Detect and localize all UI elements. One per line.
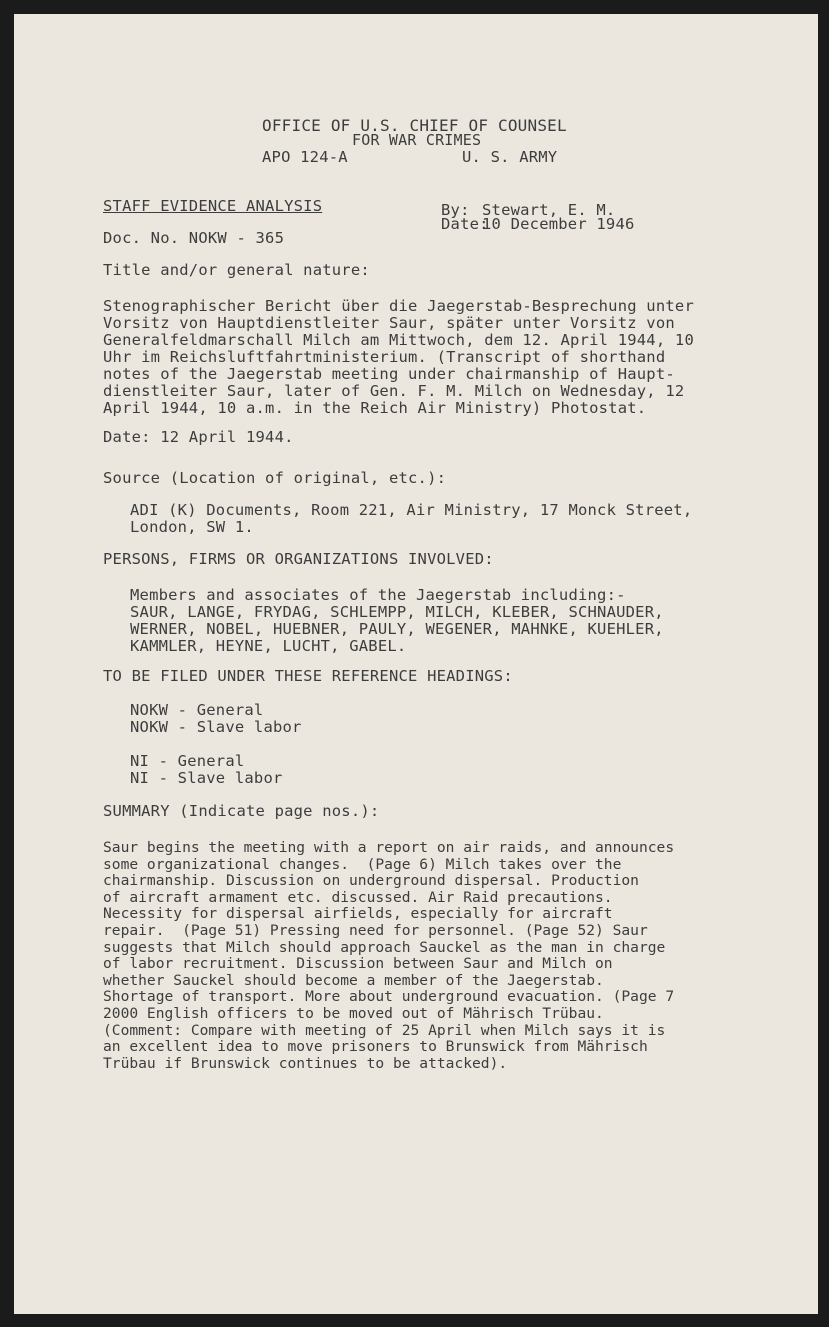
- filed-item: NI - General: [130, 752, 245, 770]
- header-office: OFFICE OF U.S. CHIEF OF COUNSEL: [262, 116, 567, 135]
- date-label: Date:: [441, 215, 489, 233]
- summary-label: SUMMARY (Indicate page nos.):: [103, 802, 380, 820]
- by-label: By:: [441, 201, 470, 219]
- date-line: Date: 12 April 1944.: [103, 428, 294, 446]
- filed-item: NOKW - Slave labor: [130, 718, 302, 736]
- filed-label: TO BE FILED UNDER THESE REFERENCE HEADINGS:: [103, 667, 513, 685]
- doc-number: Doc. No. NOKW - 365: [103, 229, 285, 247]
- persons-body: Members and associates of the Jaegerstab including:- SAUR, LANGE, FRYDAG, SCHLEMPP, MILCH, KLEBER, SCHNAUDER, WERNER, NOBEL, HUEBNER, PAULY, WEGENER, MAHNKE, KUEHLER, KAMMLER, HEYNE, LUCHT, GABEL.: [130, 586, 664, 655]
- title-label: Title and/or general nature:: [103, 261, 370, 279]
- date-value: 10 December 1946: [482, 215, 635, 233]
- document-page: [14, 14, 818, 1314]
- title-body: Stenographischer Bericht über die Jaegerstab-Besprechung unter Vorsitz von Hauptdienstleiter Saur, später unter Vorsitz von Generalfeldmarschall Milch am Mittwoch, dem 12. April 1944, 10 Uhr im Reichsluftfahrtministerium. (Transcript of shorthand notes of the Jaegerstab meeting under chairmanship of Haupt- dienstleiter Saur, later of Gen. F. M. Milch on Wednesday, 12 April 1944, 10 a.m. in the Reich Air Ministry) Photostat.: [103, 297, 694, 417]
- header-war-crimes: FOR WAR CRIMES: [352, 131, 482, 149]
- source-label: Source (Location of original, etc.):: [103, 469, 447, 487]
- filed-item: NOKW - General: [130, 701, 264, 719]
- summary-body: Saur begins the meeting with a report on air raids, and announces some organizational changes. (Page 6) Milch takes over the chairmanship. Discussion on underground dispersal. Production of aircraft armament etc. discussed. Air Raid precautions. Necessity for dispersal airfields, especially for aircraft repair. (Page 51) Pressing need for personnel. (Page 52) Saur suggests that Milch should approach Sauckel as the man in charge of labor recruitment. Discussion between Saur and Milch on whether Sauckel should become a member of the Jaegerstab. Shortage of transport. More about underground evacuation. (Page 7 2000 English officers to be moved out of Mährisch Trübau. (Comment: Compare with meeting of 25 April when Milch says it is an excellent idea to move prisoners to Brunswick from Mährisch Trübau if Brunswick continues to be attacked).: [103, 839, 675, 1072]
- staff-evidence-heading: STAFF EVIDENCE ANALYSIS: [103, 197, 323, 215]
- by-value: Stewart, E. M.: [482, 201, 616, 219]
- filed-item: NI - Slave labor: [130, 769, 283, 787]
- header-army: U. S. ARMY: [462, 148, 558, 166]
- persons-label: PERSONS, FIRMS OR ORGANIZATIONS INVOLVED:: [103, 550, 494, 568]
- source-body: ADI (K) Documents, Room 221, Air Ministry, 17 Monck Street, London, SW 1.: [130, 501, 693, 536]
- header-apo: APO 124-A: [262, 148, 348, 166]
